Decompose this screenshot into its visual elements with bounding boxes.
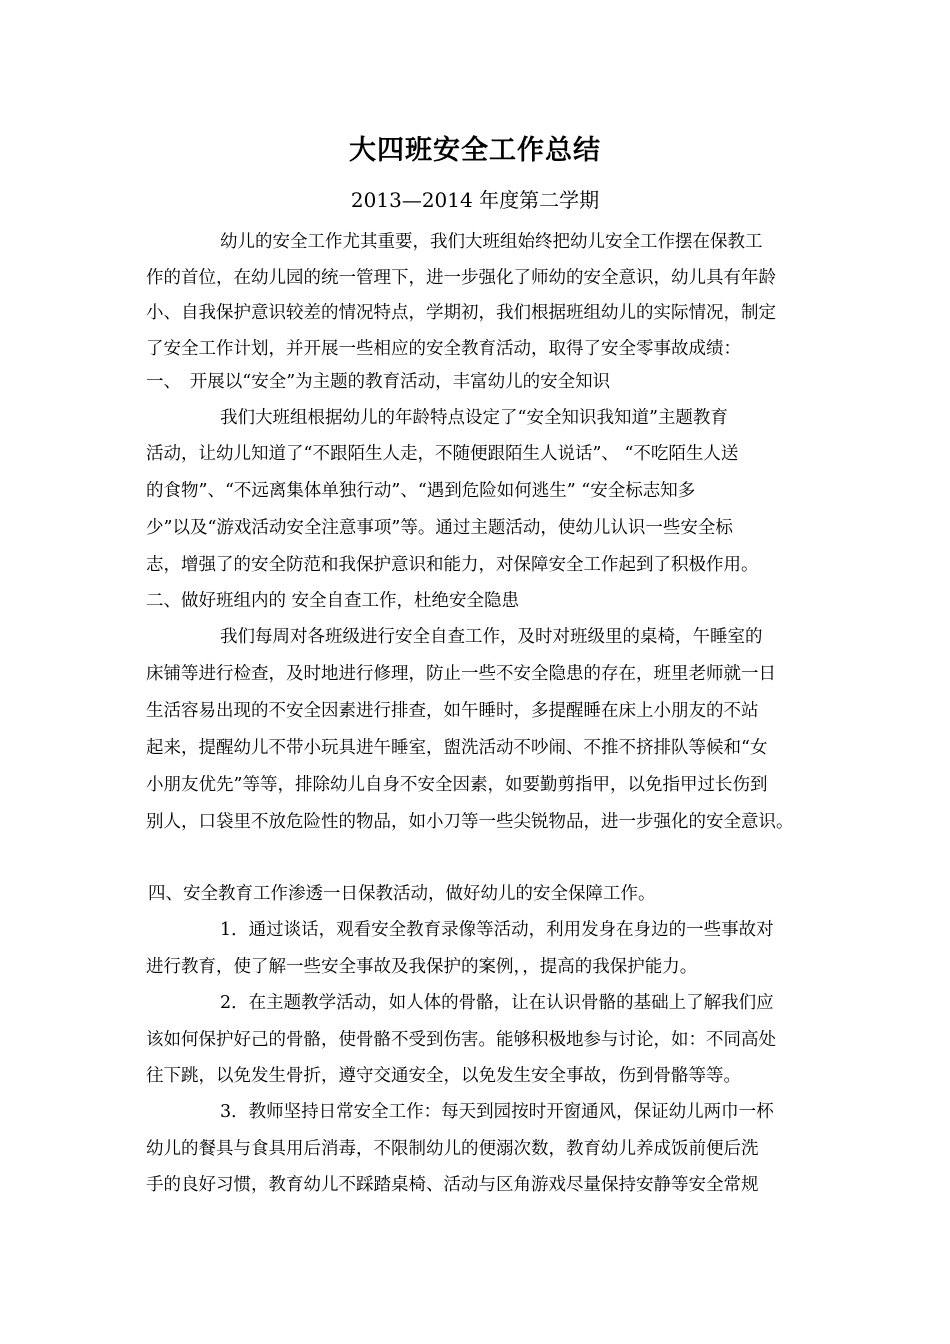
paragraph-line: 小朋友优先”等等，排除幼儿自身不安全因素，如要勤剪指甲，以免指甲过长伤到 (146, 775, 768, 795)
paragraph-line: 作的首位，在幼儿园的统一管理下，进一步强化了师幼的安全意识，幼儿具有年龄 (146, 268, 776, 288)
section-heading: 四、安全教育工作渗透一日保教活动，做好幼儿的安全保障工作。 (148, 884, 656, 904)
paragraph-line: 我们大班组根据幼儿的年龄特点设定了“安全知识我知道”主题教育 (220, 408, 728, 428)
paragraph-line: 的食物”、“不远离集体单独行动”、“遇到危险如何逃生” “安全标志知多 (146, 481, 696, 501)
paragraph-line: 志，增强了的安全防范和我保护意识和能力，对保障安全工作起到了积极作用。 (146, 555, 759, 575)
list-item: 3．教师坚持日常安全工作：每天到园按时开窗通风，保证幼儿两巾一杯 (220, 1102, 774, 1122)
paragraph-line: 少”以及“游戏活动安全注意事项”等。通过主题活动，使幼儿认识一些安全标 (146, 518, 733, 538)
paragraph-line: 幼儿的安全工作尤其重要，我们大班组始终把幼儿安全工作摆在保教工 (220, 232, 763, 252)
paragraph-line: 活动，让幼儿知道了“不跟陌生人走，不随便跟陌生人说话”、 “不吃陌生人送 (146, 444, 739, 464)
paragraph-line: 床铺等进行检查，及时地进行修理，防止一些不安全隐患的存在，班里老师就一日 (146, 664, 776, 684)
list-item: 2．在主题教学活动，如人体的骨骼，让在认识骨骼的基础上了解我们应 (220, 993, 774, 1013)
document-subtitle: 2013—2014 年度第二学期 (350, 188, 600, 212)
paragraph-line: 了安全工作计划，并开展一些相应的安全教育活动，取得了安全零事故成绩： (146, 339, 741, 359)
list-item: 1．通过谈话，观看安全教育录像等活动，利用发身在身边的一些事故对 (220, 920, 774, 940)
paragraph-line: 别人，口袋里不放危险性的物品，如小刀等一些尖锐物品，进一步强化的安全意识。 (146, 812, 794, 832)
paragraph-line: 幼儿的餐具与食具用后消毒，不限制幼儿的便溺次数，教育幼儿养成饭前便后洗 (146, 1139, 759, 1159)
paragraph-line: 我们每周对各班级进行安全自查工作，及时对班级里的桌椅，午睡室的 (220, 627, 763, 647)
paragraph-line: 该如何保护好己的骨骼，使骨骼不受到伤害。能够积极地参与讨论，如：不同高处 (146, 1030, 776, 1050)
paragraph-line: 往下跳，以免发生骨折，遵守交通安全，以免发生安全事故，伤到骨骼等等。 (146, 1066, 741, 1086)
section-heading: 二、做好班组内的 安全自查工作，杜绝安全隐患 (146, 591, 520, 611)
paragraph-line: 起来，提醒幼儿不带小玩具进午睡室，盥洗活动不吵闹、不推不挤排队等候和“女 (146, 738, 768, 758)
section-heading: 一、 开展以“安全”为主题的教育活动，丰富幼儿的安全知识 (146, 372, 611, 392)
paragraph-line: 手的良好习惯，教育幼儿不踩踏桌椅、活动与区角游戏尽量保持安静等安全常规 (146, 1175, 759, 1195)
document-title: 大四班安全工作总结 (349, 135, 601, 166)
paragraph-line: 生活容易出现的不安全因素进行排查，如午睡时，多提醒睡在床上小朋友的不站 (146, 701, 759, 721)
paragraph-line: 小、自我保护意识较差的情况特点，学期初，我们根据班组幼儿的实际情况，制定 (146, 303, 776, 323)
paragraph-line: 进行教育，使了解一些安全事故及我保护的案例，，提高的我保护能力。 (146, 957, 698, 977)
